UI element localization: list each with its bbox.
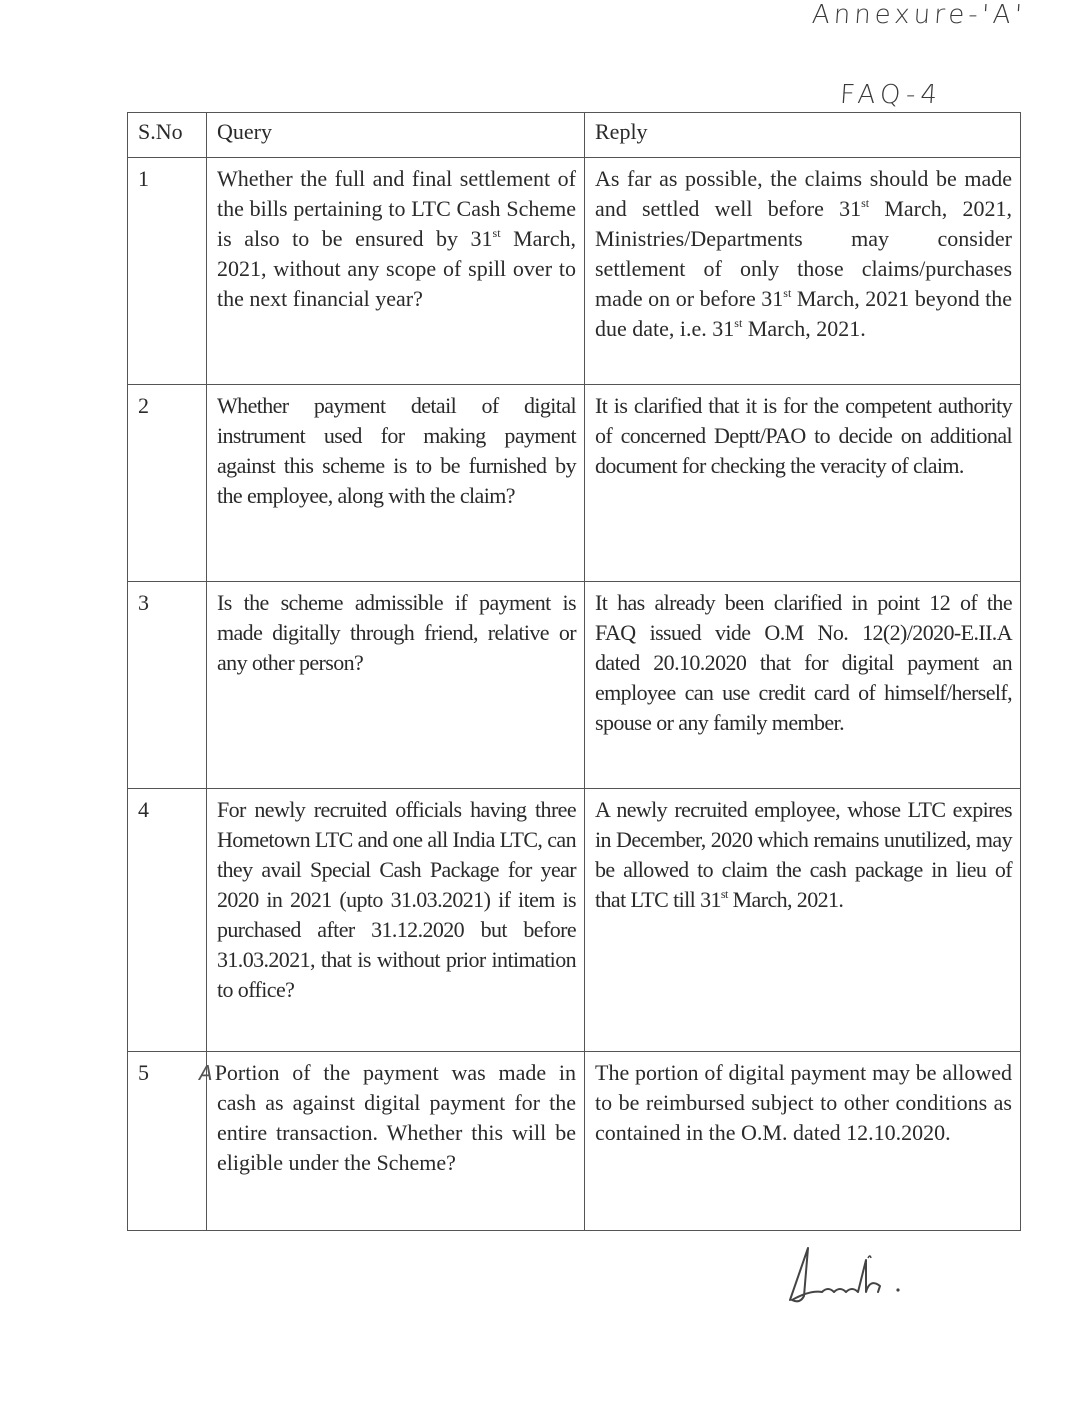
header-reply: Reply: [585, 113, 1021, 158]
faq-number-label: FAQ-4: [838, 80, 944, 110]
row-query: For newly recruited officials having three Hometown LTC and one all India LTC, can they avail Special Cash Package for year 2020 in 2021 (upto 31.03.2021) if item is purchased after 31.12.2020 but before 31.03.2021, that is without prior intimation to office?: [207, 789, 585, 1052]
table-row: [128, 158, 1021, 385]
margin-mark: A: [199, 1061, 213, 1085]
row-query: Whether the full and final settlement of the bills pertaining to LTC Cash Scheme is also to be ensured by 31st March, 2021, without any scope of spill over to the next financial year?: [207, 158, 585, 385]
header-query: Query: [207, 113, 585, 158]
row-query: Is the scheme admissible if payment is made digitally through friend, relative or any other person?: [207, 582, 585, 789]
signature-icon: [770, 1238, 910, 1308]
row-reply: It has already been clarified in point 12 of the FAQ issued vide O.M No. 12(2)/2020-E.II.A dated 20.10.2020 that for digital payment an employee can use credit card of himself/herself, spouse or any family member.: [585, 582, 1021, 789]
annexure-label: Annexure-'A': [810, 0, 1027, 30]
table-row: [128, 789, 1021, 1052]
faq-table: [127, 112, 1021, 1231]
table-row: [128, 385, 1021, 582]
row-query: APortion of the payment was made in cash as against digital payment for the entire transaction. Whether this will be eligible under the Scheme?: [207, 1052, 585, 1231]
row-reply: The portion of digital payment may be allowed to be reimbursed subject to other conditions as contained in the O.M. dated 12.10.2020.: [585, 1052, 1021, 1231]
row-sno: 5: [128, 1052, 207, 1231]
table-header-row: [128, 113, 1021, 158]
row-reply: As far as possible, the claims should be made and settled well before 31st March, 2021, Ministries/Departments may consider settlement of only those claims/purchases made on or before 31st March, 2021 beyond the due date, i.e. 31st March, 2021.: [585, 158, 1021, 385]
row-sno: 2: [128, 385, 207, 582]
row-reply: A newly recruited employee, whose LTC expires in December, 2020 which remains unutilized, may be allowed to claim the cash package in lieu of that LTC till 31st March, 2021.: [585, 789, 1021, 1052]
row-sno: 4: [128, 789, 207, 1052]
row-sno: 1: [128, 158, 207, 385]
row-sno: 3: [128, 582, 207, 789]
row-reply: It is clarified that it is for the competent authority of concerned Deptt/PAO to decide on additional document for checking the veracity of claim.: [585, 385, 1021, 582]
table-row: [128, 582, 1021, 789]
row-query: Whether payment detail of digital instrument used for making payment against this scheme is to be furnished by the employee, along with the claim?: [207, 385, 585, 582]
table-row: [128, 1052, 1021, 1231]
header-sno: S.No: [128, 113, 207, 158]
